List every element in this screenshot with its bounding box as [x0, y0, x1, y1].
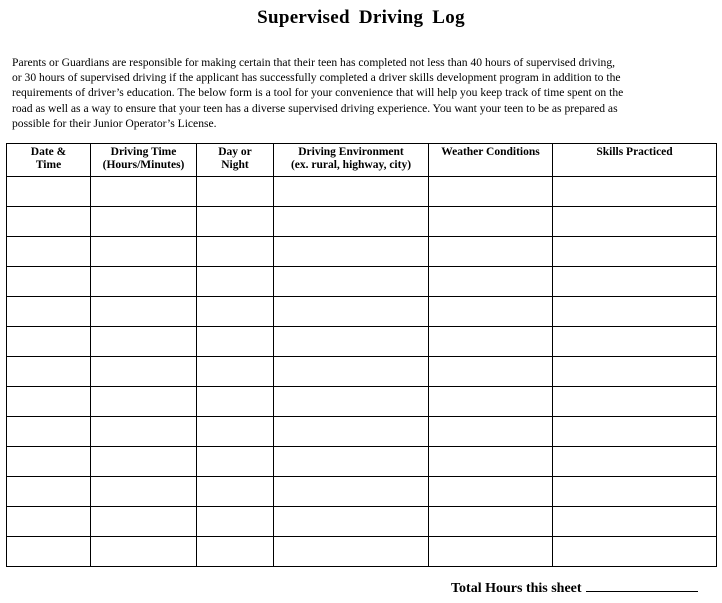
table-cell [91, 537, 197, 567]
intro-line: possible for their Junior Operator’s License. [12, 116, 217, 130]
table-cell [429, 357, 553, 387]
table-cell [91, 357, 197, 387]
table-cell [197, 477, 274, 507]
header-label: Night [221, 159, 249, 171]
total-hours-label: Total Hours this sheet [451, 581, 582, 596]
table-cell [429, 477, 553, 507]
intro-paragraph [12, 55, 712, 131]
document-title: Supervised Driving Log [257, 7, 465, 28]
header-label: (ex. rural, highway, city) [290, 159, 412, 171]
header-label: Weather Conditions [441, 146, 540, 158]
table-cell [91, 177, 197, 207]
table-row [7, 447, 717, 477]
table-cell [7, 417, 91, 447]
table-cell [553, 297, 717, 327]
table-cell [197, 537, 274, 567]
table-cell [91, 417, 197, 447]
table-cell [197, 447, 274, 477]
table-cell [553, 237, 717, 267]
header-label: Day or [218, 146, 252, 158]
table-cell [553, 477, 717, 507]
table-cell [553, 387, 717, 417]
table-row [7, 417, 717, 447]
table-cell [274, 207, 429, 237]
header-weather-conditions [429, 144, 553, 177]
table-cell [197, 417, 274, 447]
table-cell [274, 507, 429, 537]
table-cell [197, 327, 274, 357]
table-cell [429, 207, 553, 237]
header-label: (Hours/Minutes) [102, 159, 185, 171]
intro-line: Parents or Guardians are responsible for making certain that their teen has completed not less than 40 hours of supervised driving, [12, 56, 616, 69]
table-cell [91, 297, 197, 327]
table-row [7, 357, 717, 387]
table-cell [553, 417, 717, 447]
driving-log-table [6, 143, 717, 567]
header-label: Skills Practiced [596, 146, 673, 158]
table-cell [429, 327, 553, 357]
table-row [7, 177, 717, 207]
table-row [7, 507, 717, 537]
table-cell [7, 357, 91, 387]
table-cell [7, 387, 91, 417]
table-cell [429, 537, 553, 567]
table-row [7, 477, 717, 507]
table-cell [274, 237, 429, 267]
table-cell [274, 357, 429, 387]
table-cell [7, 447, 91, 477]
table-cell [91, 477, 197, 507]
table-cell [429, 507, 553, 537]
table-cell [274, 297, 429, 327]
table-cell [553, 207, 717, 237]
table-cell [7, 237, 91, 267]
table-cell [91, 507, 197, 537]
intro-line: or 30 hours of supervised driving if the applicant has successfully completed a driver skills development program in addition to the [12, 71, 621, 85]
header-row [7, 144, 717, 177]
intro-line: road as well as a way to ensure that your teen has a diverse supervised driving experience. You want your teen to be as prepared as [12, 101, 618, 115]
table-cell [7, 297, 91, 327]
table-row [7, 207, 717, 237]
header-skills-practiced [553, 144, 717, 177]
table-cell [429, 387, 553, 417]
table-cell [274, 477, 429, 507]
table-cell [91, 327, 197, 357]
total-hours-line [451, 579, 698, 597]
table-cell [7, 207, 91, 237]
header-driving-time [91, 144, 197, 177]
table-cell [429, 177, 553, 207]
table-cell [553, 327, 717, 357]
table-cell [197, 387, 274, 417]
table-cell [197, 507, 274, 537]
table-cell [7, 327, 91, 357]
table-cell [7, 267, 91, 297]
table-cell [197, 297, 274, 327]
table-cell [274, 267, 429, 297]
table-cell [274, 387, 429, 417]
header-driving-environment [274, 144, 429, 177]
table-cell [197, 357, 274, 387]
table-cell [274, 537, 429, 567]
table-row [7, 537, 717, 567]
table-cell [7, 507, 91, 537]
table-cell [274, 447, 429, 477]
table-cell [7, 537, 91, 567]
table-cell [429, 267, 553, 297]
header-label: Driving Environment [298, 146, 404, 158]
table-row [7, 327, 717, 357]
table-cell [91, 267, 197, 297]
table-cell [553, 267, 717, 297]
table-cell [553, 447, 717, 477]
log-body [7, 177, 717, 567]
table-cell [429, 447, 553, 477]
table-cell [553, 507, 717, 537]
table-row [7, 267, 717, 297]
table-cell [274, 327, 429, 357]
header-label: Date & [30, 146, 67, 158]
table-cell [7, 477, 91, 507]
table-cell [197, 177, 274, 207]
intro-line: requirements of driver’s education. The below form is a tool for your convenience that will help you keep track of time spent on the [12, 86, 624, 100]
table-cell [197, 207, 274, 237]
table-cell [553, 357, 717, 387]
table-cell [429, 417, 553, 447]
table-cell [91, 207, 197, 237]
table-row [7, 237, 717, 267]
header-label: Time [35, 159, 62, 171]
table-cell [7, 177, 91, 207]
table-row [7, 297, 717, 327]
total-hours-blank [586, 579, 698, 592]
table-cell [197, 237, 274, 267]
table-cell [197, 267, 274, 297]
table-cell [429, 297, 553, 327]
table-row [7, 387, 717, 417]
header-label: Driving Time [110, 146, 177, 158]
table-cell [91, 387, 197, 417]
table-cell [274, 177, 429, 207]
table-cell [553, 177, 717, 207]
header-day-night [197, 144, 274, 177]
table-cell [91, 447, 197, 477]
header-date-time [7, 144, 91, 177]
table-cell [91, 237, 197, 267]
table-cell [274, 417, 429, 447]
table-cell [553, 537, 717, 567]
table-cell [429, 237, 553, 267]
